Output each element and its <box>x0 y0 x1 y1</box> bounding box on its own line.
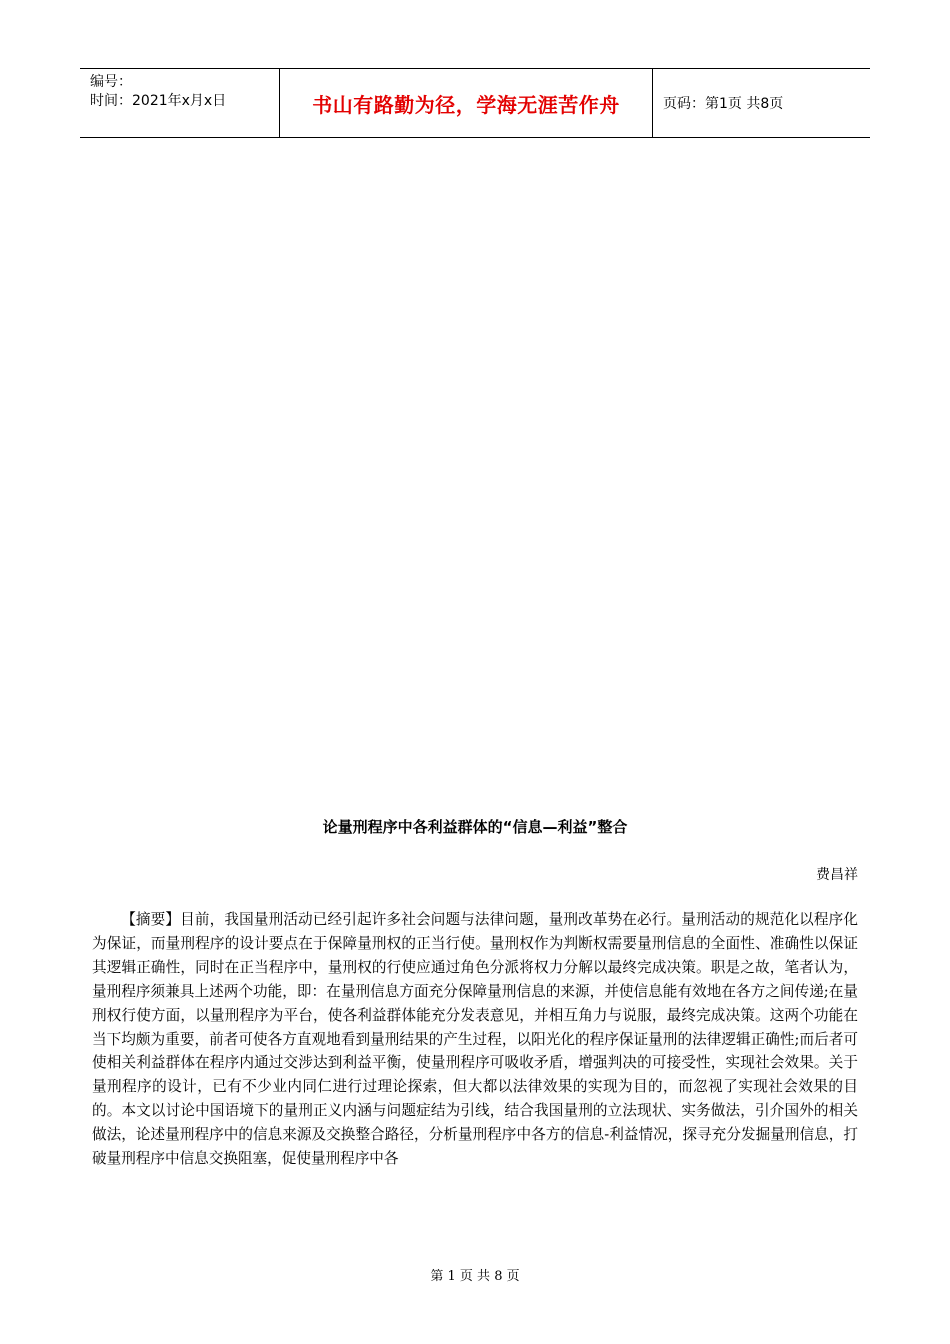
header-meta <box>80 69 280 137</box>
page-footer: 第 1 页 共 8 页 <box>430 1269 520 1284</box>
header-motto: 书山有路勤为径，学海无涯苦作舟 <box>280 69 653 137</box>
number-label: 编号： <box>90 74 132 90</box>
document-header <box>80 68 870 138</box>
header-page-info: 页码：第1页 共8页 <box>663 96 784 112</box>
abstract-paragraph: 【摘要】目前，我国量刑活动已经引起许多社会问题与法律问题，量刑改革势在必行。量刑活动的规范化以程序化为保证，而量刑程序的设计要点在于保障量刑权的正当行使。量刑权作为判断权需要量刑信息的全面性、准确性以保证其逻辑正确性，同时在正当程序中，量刑权的行使应通过角色分派将权力分解以最终完成决策。职是之故，笔者认为，量刑程序须兼具上述两个功能，即：在量刑信息方面充分保障量刑信息的来源，并使信息能有效地在各方之间传递;在量刑权行使方面，以量刑程序为平台，使各利益群体能充分发表意见，并相互角力与说服，最终完成决策。这两个功能在当下均颇为重要，前者可使各方直观地看到量刑结果的产生过程，以阳光化的程序保证量刑的法律逻辑正确性;而后者可使相关利益群体在程序内通过交涉达到利益平衡，使量刑程序可吸收矛盾，增强判决的可接受性，实现社会效果。关于量刑程序的设计，已有不少业内同仁进行过理论探索，但大都以法律效果的实现为目的，而忽视了实现社会效果的目的。本文以讨论中国语境下的量刑正义内涵与问题症结为引线，结合我国量刑的立法现状、实务做法，引介国外的相关做法，论述量刑程序中的信息来源及交换整合路径，分析量刑程序中各方的信息-利益情况，探寻充分发掘量刑信息，打破量刑程序中信息交换阻塞，促使量刑程序中各 <box>92 911 858 1168</box>
time-label: 时间：2021年x月x日 <box>90 93 227 109</box>
document-title: 论量刑程序中各利益群体的“信息—利益”整合 <box>322 818 628 836</box>
document-author: 费昌祥 <box>816 867 858 883</box>
